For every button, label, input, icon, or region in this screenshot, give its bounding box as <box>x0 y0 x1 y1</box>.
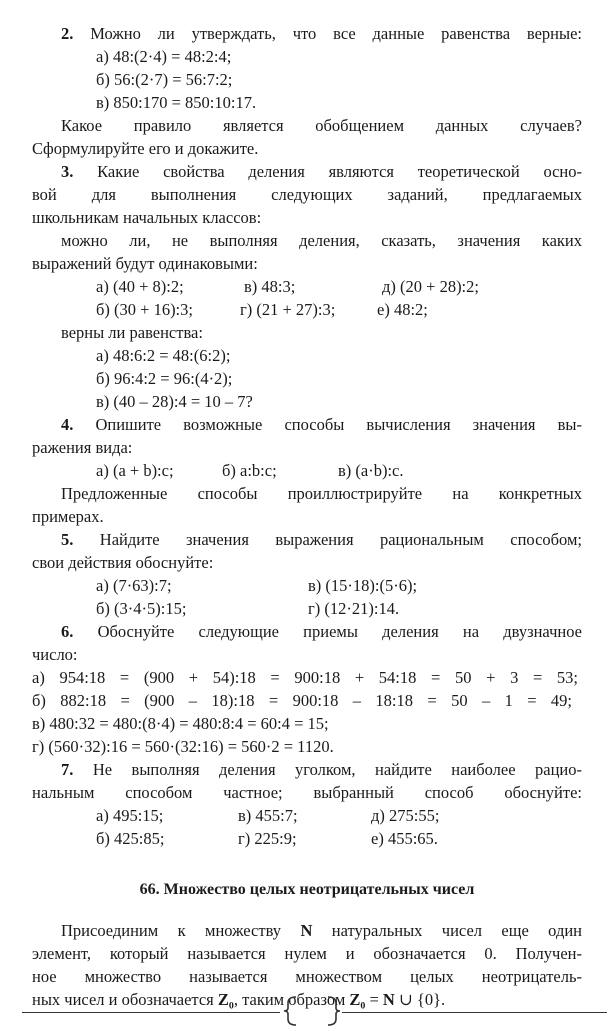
task-5-line-1: 5. Найдите значения выражения рациональным способом; <box>61 530 582 549</box>
task-5-expr-b: б) (3·4·5):15; <box>96 599 187 618</box>
task-7-expr-g: г) 225:9; <box>238 829 297 848</box>
task-3-eq-a: а) 48:6:2 = 48:(6:2); <box>96 346 231 365</box>
task-7-line-1: 7. Не выполняя деления уголком, найдите наиболее рацио- <box>61 760 582 779</box>
task-3-expr-d: д) (20 + 28):2; <box>382 277 479 296</box>
task-6-example-a: а) 954:18 = (900 + 54):18 = 900:18 + 54:18 = 50 + 3 = 53; <box>32 668 578 687</box>
task-3-eq-c: в) (40 – 28):4 = 10 – 7? <box>96 392 253 411</box>
task-5-expr-g: г) (12·21):14. <box>308 599 400 618</box>
task-6-example-b: б) 882:18 = (900 – 18):18 = 900:18 – 18:18 = 50 – 1 = 49; <box>32 691 572 710</box>
task-3-line-2: вой для выполнения следующих заданий, предлагаемых <box>32 185 582 204</box>
task-2-line-1: 2. Можно ли утверждать, что все данные равенства верные: <box>61 24 582 43</box>
task-6-number: 6. <box>61 622 74 641</box>
task-4-number: 4. <box>61 415 74 434</box>
task-3-line-5: выражений будут одинаковыми: <box>32 254 258 273</box>
task-6-line-1: 6. Обоснуйте следующие приемы деления на двузначное <box>61 622 582 641</box>
task-3-expr-v: в) 48:3; <box>244 277 296 296</box>
footer-rule-right <box>342 1012 607 1013</box>
task-3-line-6: верны ли равенства: <box>61 323 203 342</box>
task-4-option-a: а) (a + b):c; <box>96 461 174 480</box>
task-5-expr-a: а) (7·63):7; <box>96 576 172 595</box>
task-2-question-2: Сформулируйте его и докажите. <box>32 139 259 158</box>
task-2-number: 2. <box>61 24 74 43</box>
section-para-line-3: ное множество называется множеством целых неотрицатель- <box>32 967 582 986</box>
task-6-example-d: г) (560·32):16 = 560·(32:16) = 560·2 = 1120. <box>32 737 334 756</box>
section-para-line-1: Присоединим к множеству N натуральных чисел еще один <box>61 921 582 940</box>
task-6-example-c: в) 480:32 = 480:(8·4) = 480:8:4 = 60:4 = 15; <box>32 714 329 733</box>
page-number-bracket-icon <box>282 994 342 1028</box>
task-5-line-2: свои действия обоснуйте: <box>32 553 214 572</box>
task-7-expr-d: д) 275:55; <box>371 806 440 825</box>
task-3-number: 3. <box>61 162 74 181</box>
task-4-option-b: б) a:b:c; <box>222 461 277 480</box>
section-para-line-2: элемент, который называется нулем и обозначается 0. Получен- <box>32 944 582 963</box>
task-7-expr-v: в) 455:7; <box>238 806 298 825</box>
task-7-line-2: нальным способом частное; выбранный способ обоснуйте: <box>32 783 582 802</box>
task-3-eq-b: б) 96:4:2 = 96:(4·2); <box>96 369 233 388</box>
task-2-question-1: Какое правило является обобщением данных случаев? <box>61 116 582 135</box>
task-7-expr-a: а) 495:15; <box>96 806 164 825</box>
task-4-line-4: примерах. <box>32 507 104 526</box>
task-3-expr-e: е) 48:2; <box>377 300 428 319</box>
task-3-line-4: можно ли, не выполняя деления, сказать, значения каких <box>61 231 582 250</box>
task-5-expr-v: в) (15·18):(5·6); <box>308 576 418 595</box>
task-4-line-3: Предложенные способы проиллюстрируйте на конкретных <box>61 484 582 503</box>
task-3-line-3: школьникам начальных классов: <box>32 208 262 227</box>
task-3-line-1: 3. Какие свойства деления являются теоретической осно- <box>61 162 582 181</box>
task-7-number: 7. <box>61 760 74 779</box>
task-5-number: 5. <box>61 530 74 549</box>
section-heading: 66. Множество целых неотрицательных чисел <box>139 881 475 898</box>
task-2-item-a: а) 48:(2·4) = 48:2:4; <box>96 47 232 66</box>
task-3-expr-a: а) (40 + 8):2; <box>96 277 184 296</box>
task-7-expr-e: е) 455:65. <box>371 829 438 848</box>
section-para-line-4: ных чисел и обозначается Z₀, таким образом Z₀ = N ∪ {0}. <box>32 990 446 1009</box>
task-7-expr-b: б) 425:85; <box>96 829 165 848</box>
task-4-line-2: ражения вида: <box>32 438 133 457</box>
task-3-expr-g: г) (21 + 27):3; <box>240 300 336 319</box>
footer-rule-left <box>22 1012 280 1013</box>
task-2-item-c: в) 850:170 = 850:10:17. <box>96 93 257 112</box>
task-4-option-c: в) (a·b):c. <box>338 461 404 480</box>
task-3-expr-b: б) (30 + 16):3; <box>96 300 193 319</box>
task-2-item-b: б) 56:(2·7) = 56:7:2; <box>96 70 233 89</box>
task-4-line-1: 4. Опишите возможные способы вычисления значения вы- <box>61 415 582 434</box>
task-6-line-2: число: <box>32 645 78 664</box>
